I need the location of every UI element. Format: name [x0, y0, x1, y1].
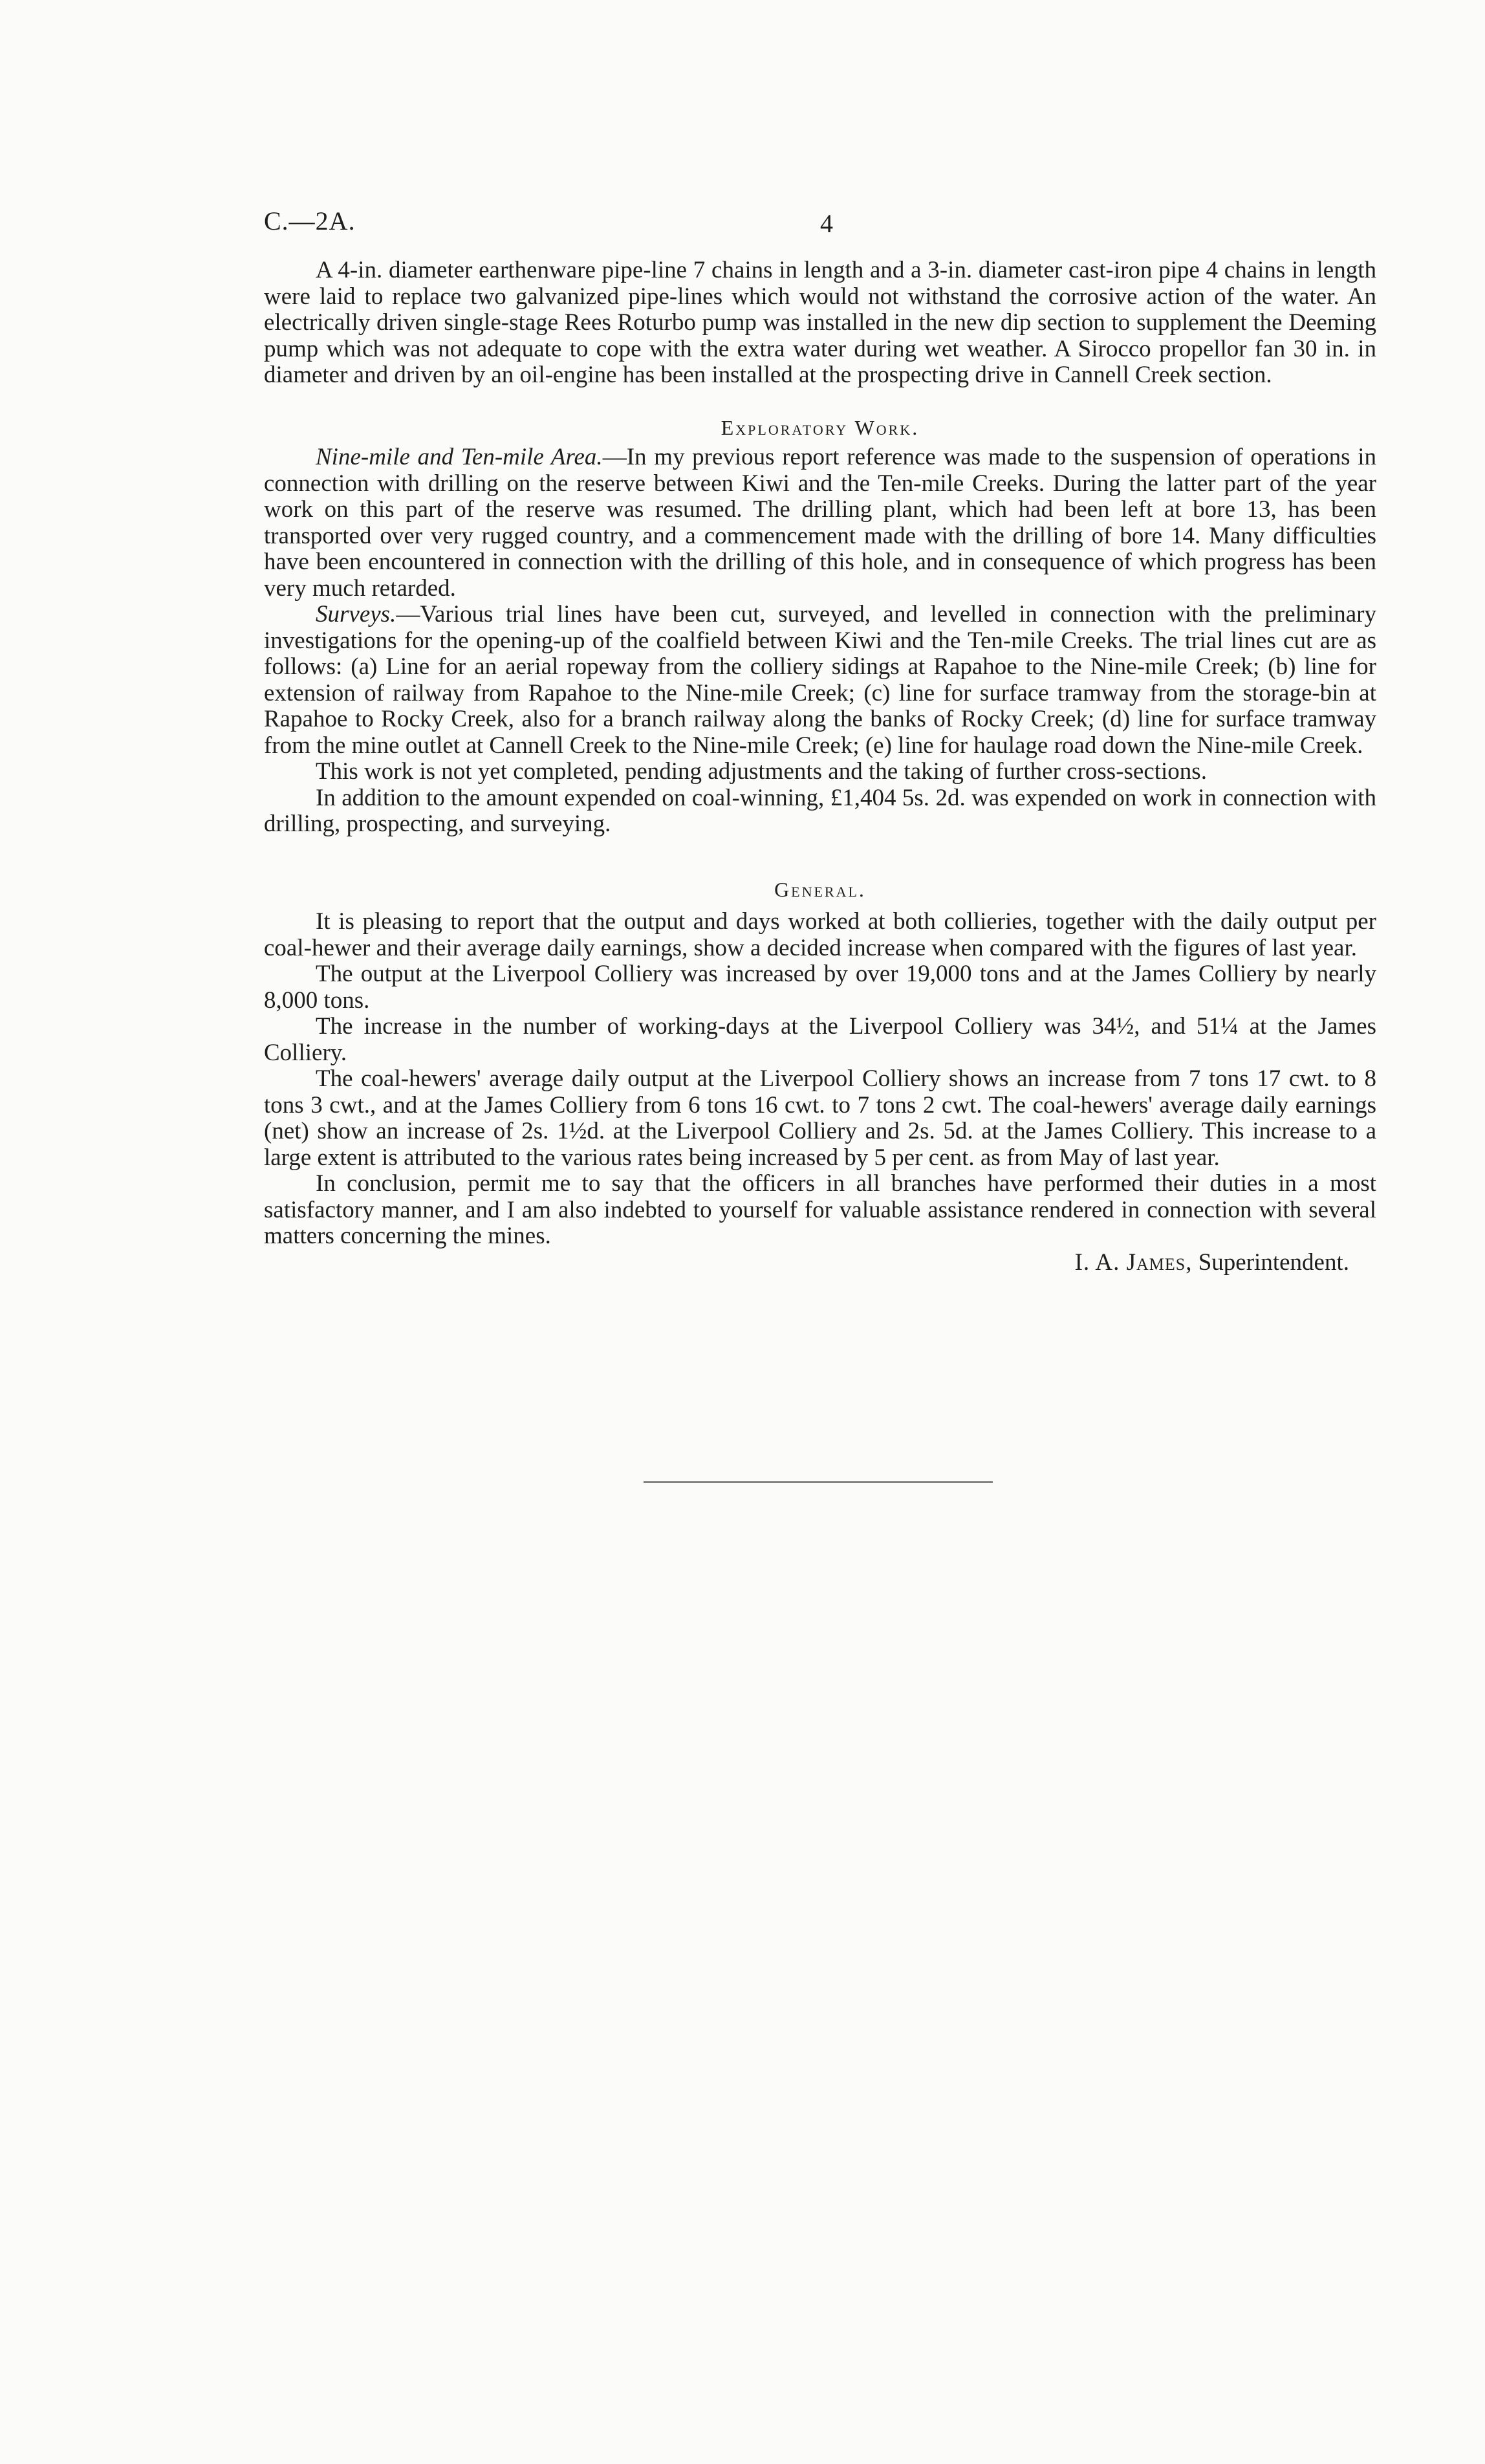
signature-title: Superintendent. [1198, 1248, 1349, 1276]
signature [264, 1250, 1376, 1276]
paragraph-conclusion: In conclusion, permit me to say that the officers in all branches have performed their duties in a most satisfactory manner, and I am also indebted to yourself for valuable assistance rendered in connection with several matters concerning the mines. [264, 1170, 1376, 1249]
paragraph-output: The output at the Liverpool Colliery was increased by over 19,000 tons and at the James Colliery by nearly 8,000 tons. [264, 961, 1376, 1014]
heading-exploratory-work: Exploratory Work. [721, 415, 920, 439]
paragraph-nine-mile-area [264, 444, 1376, 602]
document-body [264, 257, 1376, 1276]
page-number: 4 [820, 209, 833, 238]
paragraph-pipe-line: A 4-in. diameter earthenware pipe-line 7 chains in length and a 3-in. diameter cast-iron pipe 4 chains in length were laid to replace two galvanized pipe-lines which would not withstand the corrosive action of the water. An electrically driven single-stage Rees Roturbo pump was installed in the new dip section to supplement the Deeming pump which was not adequate to cope with the extra water during wet weather. A Sirocco propellor fan 30 in. in diameter and driven by an oil-engine has been installed at the prospecting drive in Cannell Creek section. [264, 257, 1376, 388]
surveys-text: —Various trial lines have been cut, surveyed, and levelled in connection with the preliminary investigations for the opening-up of the coalfield between Kiwi and the Ten-mile Creeks. The trial lines cut are as follows: (a) Line for an aerial ropeway from the colliery sidings at Rapahoe to the Nine-mile Creek; (b) line for extension of railway from Rapahoe to the Nine-mile Creek; (c) line for surface tramway from the storage-bin at Rapahoe to Rocky Creek, also for a branch railway along the banks of Rocky Creek; (d) line for surface tramway from the mine outlet at Cannell Creek to the Nine-mile Creek; (e) line for haulage road down the Nine-mile Creek. [264, 601, 1376, 759]
heading-general: General. [774, 877, 866, 901]
paragraph-expenditure: In addition to the amount expended on coal-winning, £1,404 5s. 2d. was expended on work in connection with drilling, prospecting, and surveying. [264, 784, 1376, 837]
paragraph-general-intro: It is pleasing to report that the output and days worked at both collieries, together with the daily output per coal-hewer and their average daily earnings, show a decided increase when compared with the figures of last year. [264, 908, 1376, 961]
signature-name: I. A. James, [1074, 1248, 1193, 1276]
closing-rule [644, 1481, 993, 1483]
nine-mile-text: —In my previous report reference was made to the suspension of operations in connection with drilling on the reserve between Kiwi and the Ten-mile Creeks. During the latter part of the year work on this part of the reserve was resumed. The drilling plant, which had been left at bore 13, has been transported over very rugged country, and a commencement made with the drilling of bore 14. Many difficulties have been encountered in connection with the drilling of this hole, and in consequence of which progress has been very much retarded. [264, 444, 1376, 602]
paragraph-surveys [264, 602, 1376, 759]
surveys-lead: Surveys. [316, 601, 396, 627]
page-header [264, 206, 1376, 245]
paragraph-working-days: The increase in the number of working-days at the Liverpool Colliery was 34½, and 51¼ at the James Colliery. [264, 1013, 1376, 1066]
paragraph-work-not-completed: This work is not yet completed, pending adjustments and the taking of further cross-sections. [316, 758, 1207, 785]
paragraph-hewers-output: The coal-hewers' average daily output at the Liverpool Colliery shows an increase from 7 tons 17 cwt. to 8 tons 3 cwt., and at the James Colliery from 6 tons 16 cwt. to 7 tons 2 cwt. The coal-hewers' average daily earnings (net) show an increase of 2s. 1½d. at the Liverpool Colliery and 2s. 5d. at the James Colliery. This increase to a large extent is attributed to the various rates being increased by 5 per cent. as from May of last year. [264, 1065, 1376, 1171]
document-reference: C.—2A. [264, 206, 356, 235]
nine-mile-lead: Nine-mile and Ten-mile Area. [316, 444, 603, 470]
